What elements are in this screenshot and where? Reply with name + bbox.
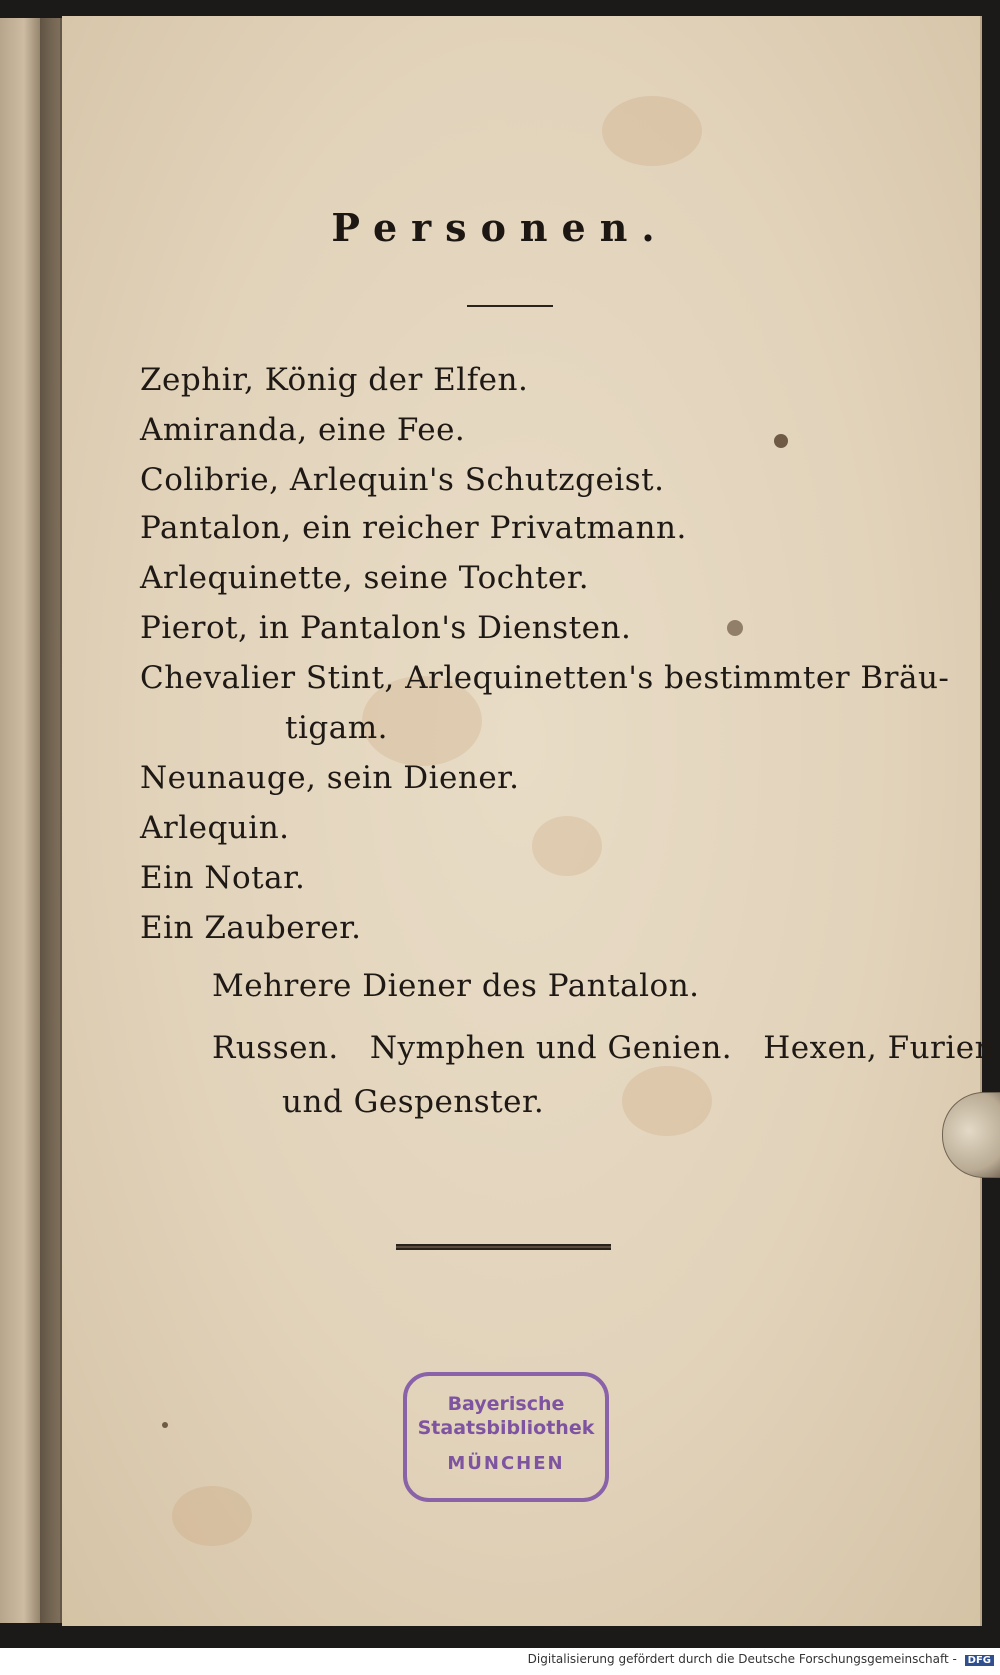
footer-credit <box>528 1652 994 1666</box>
character-entry: Chevalier Stint, Arlequinetten's bestimmter Bräu- <box>140 660 950 696</box>
extras-entry-continuation: und Gespenster. <box>282 1084 545 1120</box>
stamp-line: Bayerische <box>447 1393 565 1415</box>
character-entry: Pierot, in Pantalon's Diensten. <box>140 610 632 646</box>
character-entry: Arlequin. <box>140 810 290 846</box>
ink-spot <box>774 434 788 448</box>
character-entry: Neunauge, sein Diener. <box>140 760 520 796</box>
stamp-line: MÜNCHEN <box>447 1453 565 1474</box>
stamp-line: Staatsbibliothek <box>417 1417 595 1439</box>
character-entry: Amiranda, eine Fee. <box>140 412 466 448</box>
ink-spot <box>162 1422 168 1428</box>
character-entry: Arlequinette, seine Tochter. <box>140 560 590 596</box>
ink-spot <box>727 620 743 636</box>
extras-entry: Mehrere Diener des Pantalon. <box>212 968 700 1004</box>
extras-entry: Russen. Nymphen und Genien. Hexen, Furien <box>212 1030 996 1066</box>
character-entry: Ein Zauberer. <box>140 910 362 946</box>
character-entry: Colibrie, Arlequin's Schutzgeist. <box>140 462 665 498</box>
foxing-stain <box>622 1066 712 1136</box>
character-entry: Zephir, König der Elfen. <box>140 362 529 398</box>
foxing-stain <box>602 96 702 166</box>
library-stamp <box>403 1372 609 1502</box>
digitization-footer <box>0 1648 1000 1675</box>
footer-text: Digitalisierung gefördert durch die Deutsche Forschungsgemeinschaft - <box>527 1652 957 1666</box>
character-entry-continuation: tigam. <box>285 710 388 746</box>
page-title: Personen. <box>331 205 669 250</box>
foxing-stain <box>172 1486 252 1546</box>
character-entry: Ein Notar. <box>140 860 306 896</box>
title-rule <box>467 305 553 307</box>
dfg-logo: DFG <box>965 1655 994 1666</box>
ornamental-rule <box>396 1244 611 1250</box>
character-entry: Pantalon, ein reicher Privatmann. <box>140 510 687 546</box>
foxing-stain <box>532 816 602 876</box>
